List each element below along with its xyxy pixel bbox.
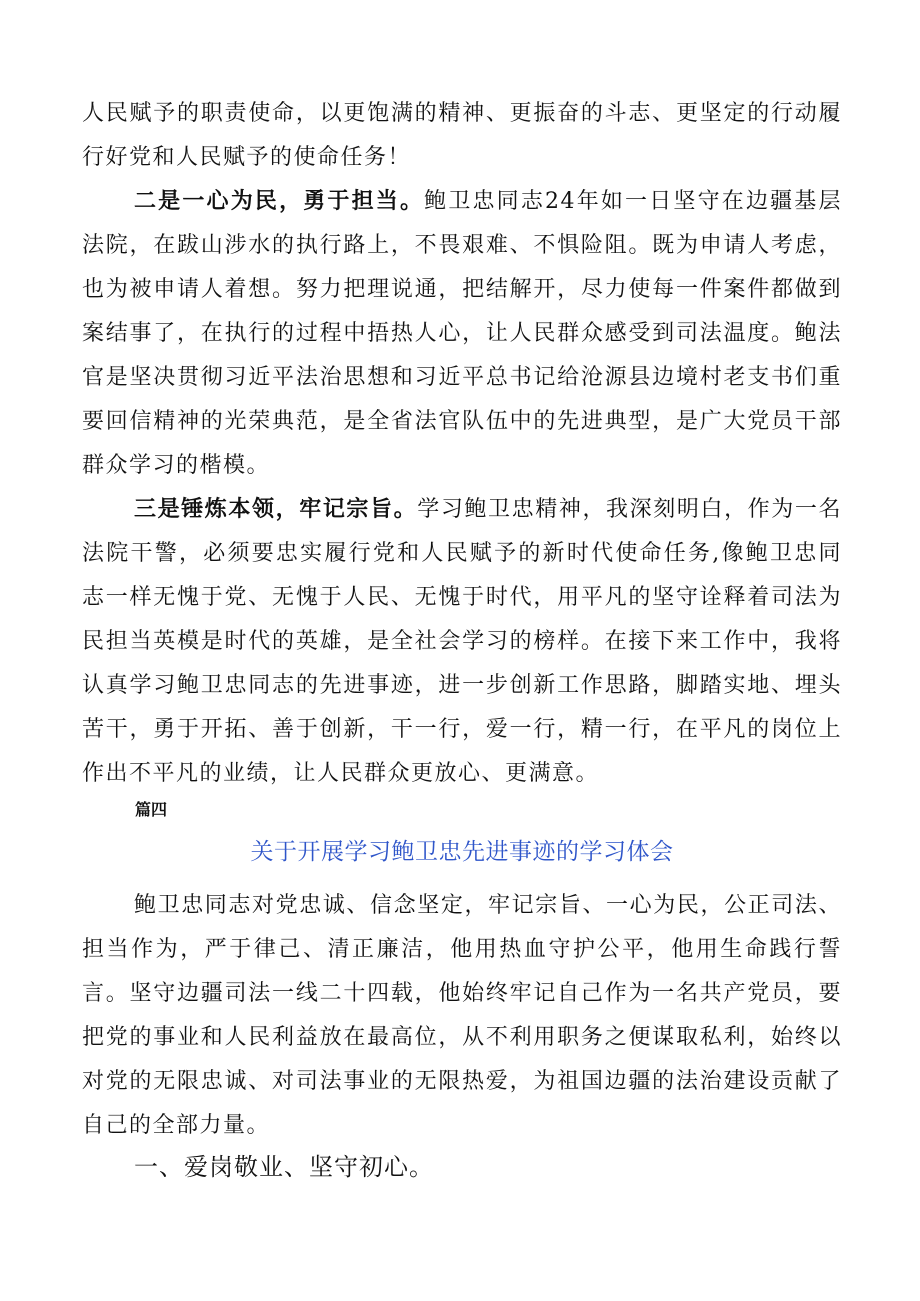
paragraph-continuation: 人民赋予的职责使命，以更饱满的精神、更振奋的斗志、更坚定的行动履行好党和人民赋予的使命任务！ (82, 101, 842, 170)
document-title: 关于开展学习鲍卫忠先进事迹的学习体会 (250, 839, 674, 865)
point-two-lead: 二是一心为民，勇于担当。 (134, 189, 425, 214)
heading-one: 一、爱岗敬业、坚守初心。 (134, 1153, 434, 1181)
paragraph-intro: 鲍卫忠同志对党忠诚、信念坚定，牢记宗旨、一心为民，公正司法、担当作为，严于律己、清正廉洁，他用热血守护公平，他用生命践行誓言。坚守边疆司法一线二十四载，他始终牢记自己作为一名共产党员，要把党的事业和人民利益放在最高位，从不利用职务之便谋取私利，始终以对党的无限忠诚、对司法事业的无限热爱，为祖国边疆的法治建设贡献了自己的全部力量。 (82, 893, 842, 1138)
paragraph-point-two (82, 180, 842, 488)
paragraph-point-three (82, 488, 842, 796)
point-two-body: 鲍卫忠同志24年如一日坚守在边疆基层法院，在跋山涉水的执行路上，不畏艰难、不惧险阻。既为申请人考虑，也为被申请人着想。努力把理说通，把结解开，尽力使每一件案件都做到案结事了，在执行的过程中捂热人心，让人民群众感受到司法温度。鲍法官是坚决贯彻习近平法治思想和习近平总书记给沧源县边境村老支书们重要回信精神的光荣典范，是全省法官队伍中的先进典型，是广大党员干部群众学习的楷模。 (82, 189, 842, 478)
point-three-body: 学习鲍卫忠精神，我深刻明白，作为一名法院干警，必须要忠实履行党和人民赋予的新时代使命任务,像鲍卫忠同志一样无愧于党、无愧于人民、无愧于时代，用平凡的坚守诠释着司法为民担当英模是时代的英雄，是全社会学习的榜样。在接下来工作中，我将认真学习鲍卫忠同志的先进事迹，进一步创新工作思路，脚踏实地、埋头苦干，勇于开拓、善于创新，干一行，爱一行，精一行，在平凡的岗位上作出不平凡的业绩，让人民群众更放心、更满意。 (82, 497, 842, 786)
section-label: 篇四 (135, 800, 168, 819)
point-three-lead: 三是锤炼本领，牢记宗旨。 (134, 497, 418, 522)
